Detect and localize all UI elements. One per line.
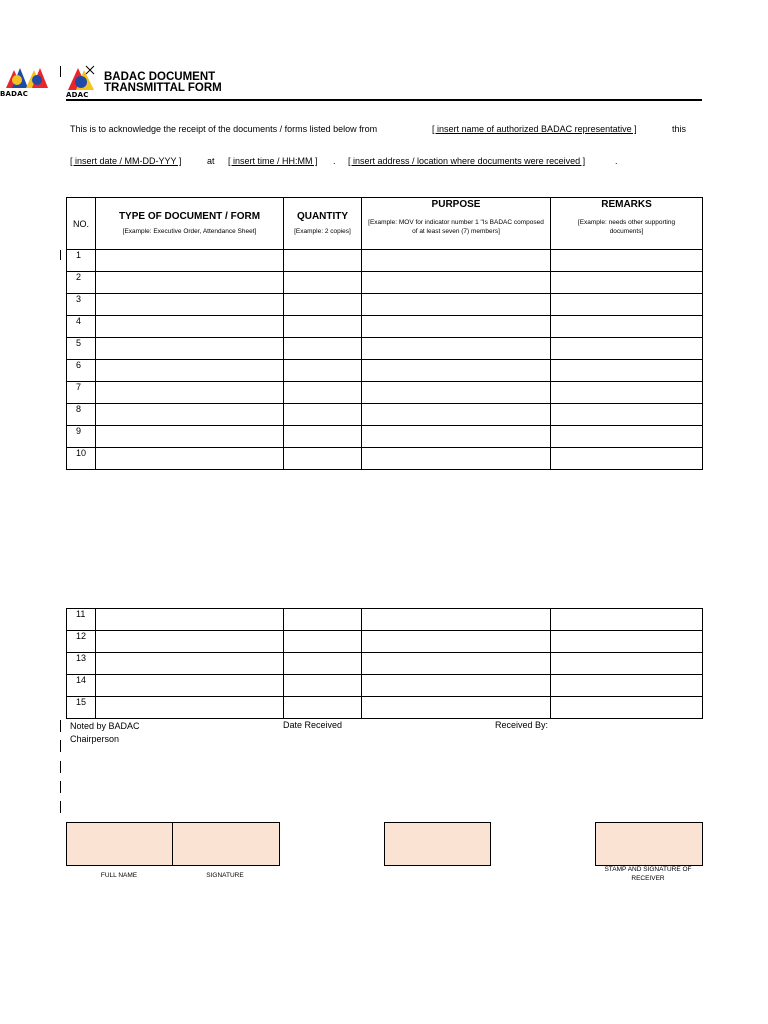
header-remarks-label: REMARKS: [601, 199, 652, 210]
noted-by-label: [70, 720, 140, 746]
quantity-cell[interactable]: [284, 609, 362, 631]
quantity-cell[interactable]: [284, 294, 362, 316]
intro-text-3: at: [207, 156, 215, 166]
title-line-2: TRANSMITTAL FORM: [104, 82, 222, 94]
intro-text-5: .: [615, 156, 618, 166]
received-by-label: Received By:: [495, 720, 549, 730]
badac-logo-right: [64, 62, 98, 100]
type-cell[interactable]: [96, 631, 284, 653]
row-number: 8: [67, 404, 96, 426]
type-cell[interactable]: [96, 448, 284, 470]
row-number: 10: [67, 448, 96, 470]
text-cursor-mark: [60, 761, 61, 773]
type-cell[interactable]: [96, 609, 284, 631]
text-cursor-mark: [60, 720, 61, 732]
remarks-cell[interactable]: [551, 250, 703, 272]
row-number: 13: [67, 653, 96, 675]
remarks-cell[interactable]: [551, 382, 703, 404]
type-cell[interactable]: [96, 272, 284, 294]
intro-text-1: This is to acknowledge the receipt of the documents / forms listed below from: [70, 124, 378, 134]
form-title: [104, 72, 222, 94]
purpose-cell[interactable]: [362, 316, 551, 338]
stamp-signature-label: [595, 865, 701, 883]
purpose-cell[interactable]: [362, 675, 551, 697]
purpose-cell[interactable]: [362, 448, 551, 470]
row-number: 12: [67, 631, 96, 653]
date-received-label: Date Received: [283, 720, 343, 730]
document-table: [66, 197, 703, 470]
table-row: [67, 609, 703, 631]
title-line-1: BADAC DOCUMENT: [104, 71, 216, 83]
noted-by-line-2: Chairperson: [70, 734, 120, 744]
row-number: 3: [67, 294, 96, 316]
stamp-label-line-1: STAMP AND SIGNATURE OF: [604, 866, 692, 873]
table-row: [67, 675, 703, 697]
table-row: [67, 250, 703, 272]
type-cell[interactable]: [96, 338, 284, 360]
table-row: [67, 382, 703, 404]
stamp-signature-box[interactable]: [595, 822, 703, 866]
table-row: [67, 404, 703, 426]
text-cursor-mark: [60, 250, 61, 260]
intro-text-4: .: [333, 156, 336, 166]
quantity-cell[interactable]: [284, 404, 362, 426]
remarks-cell[interactable]: [551, 316, 703, 338]
text-cursor-mark: [60, 66, 61, 77]
purpose-cell[interactable]: [362, 338, 551, 360]
header-quantity-label: QUANTITY: [296, 211, 349, 222]
representative-field[interactable]: [ insert name of authorized BADAC representative ]: [432, 124, 637, 134]
remarks-cell[interactable]: [551, 631, 703, 653]
remarks-cell[interactable]: [551, 294, 703, 316]
stamp-label-line-2: RECEIVER: [631, 875, 665, 882]
header-type: [96, 198, 284, 250]
quantity-cell[interactable]: [284, 272, 362, 294]
table-row: [67, 338, 703, 360]
title-divider: [66, 99, 702, 101]
table-body-page1: [67, 250, 703, 470]
badac-logo-left: [0, 62, 58, 100]
text-cursor-mark: [60, 740, 61, 752]
purpose-cell[interactable]: [362, 653, 551, 675]
signature-box[interactable]: [172, 822, 280, 866]
text-cursor-mark: [60, 801, 61, 813]
purpose-cell[interactable]: [362, 294, 551, 316]
table-row: [67, 631, 703, 653]
quantity-cell[interactable]: [284, 631, 362, 653]
purpose-cell[interactable]: [362, 360, 551, 382]
purpose-cell[interactable]: [362, 697, 551, 719]
purpose-cell[interactable]: [362, 609, 551, 631]
quantity-cell[interactable]: [284, 382, 362, 404]
purpose-cell[interactable]: [362, 382, 551, 404]
header-remarks: [551, 198, 703, 250]
table-header-row: [67, 198, 703, 250]
table-row: [67, 653, 703, 675]
quantity-cell[interactable]: [284, 250, 362, 272]
table-row: [67, 272, 703, 294]
table-row: [67, 294, 703, 316]
remarks-cell[interactable]: [551, 448, 703, 470]
purpose-cell[interactable]: [362, 426, 551, 448]
quantity-cell[interactable]: [284, 675, 362, 697]
purpose-cell[interactable]: [362, 404, 551, 426]
table-row: [67, 316, 703, 338]
type-cell[interactable]: [96, 404, 284, 426]
purpose-cell[interactable]: [362, 631, 551, 653]
quantity-cell[interactable]: [284, 448, 362, 470]
header-quantity-example: [Example: 2 copies]: [294, 228, 351, 235]
type-cell[interactable]: [96, 294, 284, 316]
time-field[interactable]: [ insert time / HH:MM ]: [228, 156, 318, 166]
header-no: NO.: [67, 198, 96, 250]
row-number: 1: [67, 250, 96, 272]
row-number: 4: [67, 316, 96, 338]
type-cell[interactable]: [96, 250, 284, 272]
header-purpose-example: [Example: MOV for indicator number 1 "Is BADAC composed of at least seven (7) members]: [368, 219, 544, 235]
intro-text-2: this: [672, 124, 687, 134]
remarks-cell[interactable]: [551, 338, 703, 360]
header-remarks-example: [Example: needs other supporting documents]: [577, 219, 676, 235]
document-table-continued: [66, 608, 703, 719]
text-cursor-mark: [60, 781, 61, 793]
row-number: 9: [67, 426, 96, 448]
row-number: 14: [67, 675, 96, 697]
header-type-label: TYPE OF DOCUMENT / FORM: [118, 211, 261, 222]
quantity-cell[interactable]: [284, 653, 362, 675]
remarks-cell[interactable]: [551, 609, 703, 631]
logo-right-text: ADAC: [66, 91, 89, 99]
signature-label: SIGNATURE: [206, 872, 244, 879]
type-cell[interactable]: [96, 675, 284, 697]
remarks-cell[interactable]: [551, 426, 703, 448]
address-field[interactable]: [ insert address / location where documents were received ]: [348, 156, 586, 166]
quantity-cell[interactable]: [284, 697, 362, 719]
remarks-cell[interactable]: [551, 697, 703, 719]
noted-by-line-1: Noted by BADAC: [70, 721, 140, 731]
remarks-cell[interactable]: [551, 404, 703, 426]
full-name-box[interactable]: [66, 822, 174, 866]
purpose-cell[interactable]: [362, 250, 551, 272]
table-row: [67, 448, 703, 470]
quantity-cell[interactable]: [284, 316, 362, 338]
quantity-cell[interactable]: [284, 426, 362, 448]
table-row: [67, 426, 703, 448]
remarks-cell[interactable]: [551, 653, 703, 675]
type-cell[interactable]: [96, 360, 284, 382]
logo-left-text: BADAC: [0, 90, 29, 98]
table-body-page2: [67, 609, 703, 719]
quantity-cell[interactable]: [284, 360, 362, 382]
full-name-label: FULL NAME: [100, 872, 138, 879]
quantity-cell[interactable]: [284, 338, 362, 360]
table-row: [67, 360, 703, 382]
header-quantity: [284, 198, 362, 250]
type-cell[interactable]: [96, 316, 284, 338]
row-number: 6: [67, 360, 96, 382]
header-purpose-label: PURPOSE: [431, 199, 481, 210]
purpose-cell[interactable]: [362, 272, 551, 294]
type-cell[interactable]: [96, 426, 284, 448]
row-number: 5: [67, 338, 96, 360]
row-number: 15: [67, 697, 96, 719]
type-cell[interactable]: [96, 382, 284, 404]
header-purpose: [362, 198, 551, 250]
header-type-example: [Example: Executive Order, Attendance Sheet]: [122, 228, 257, 235]
row-number: 7: [67, 382, 96, 404]
remarks-cell[interactable]: [551, 272, 703, 294]
row-number: 2: [67, 272, 96, 294]
remarks-cell[interactable]: [551, 675, 703, 697]
date-received-box[interactable]: [384, 822, 491, 866]
type-cell[interactable]: [96, 653, 284, 675]
table-row: [67, 697, 703, 719]
date-field[interactable]: [ insert date / MM-DD-YYY ]: [70, 156, 182, 166]
remarks-cell[interactable]: [551, 360, 703, 382]
type-cell[interactable]: [96, 697, 284, 719]
row-number: 11: [67, 609, 96, 631]
